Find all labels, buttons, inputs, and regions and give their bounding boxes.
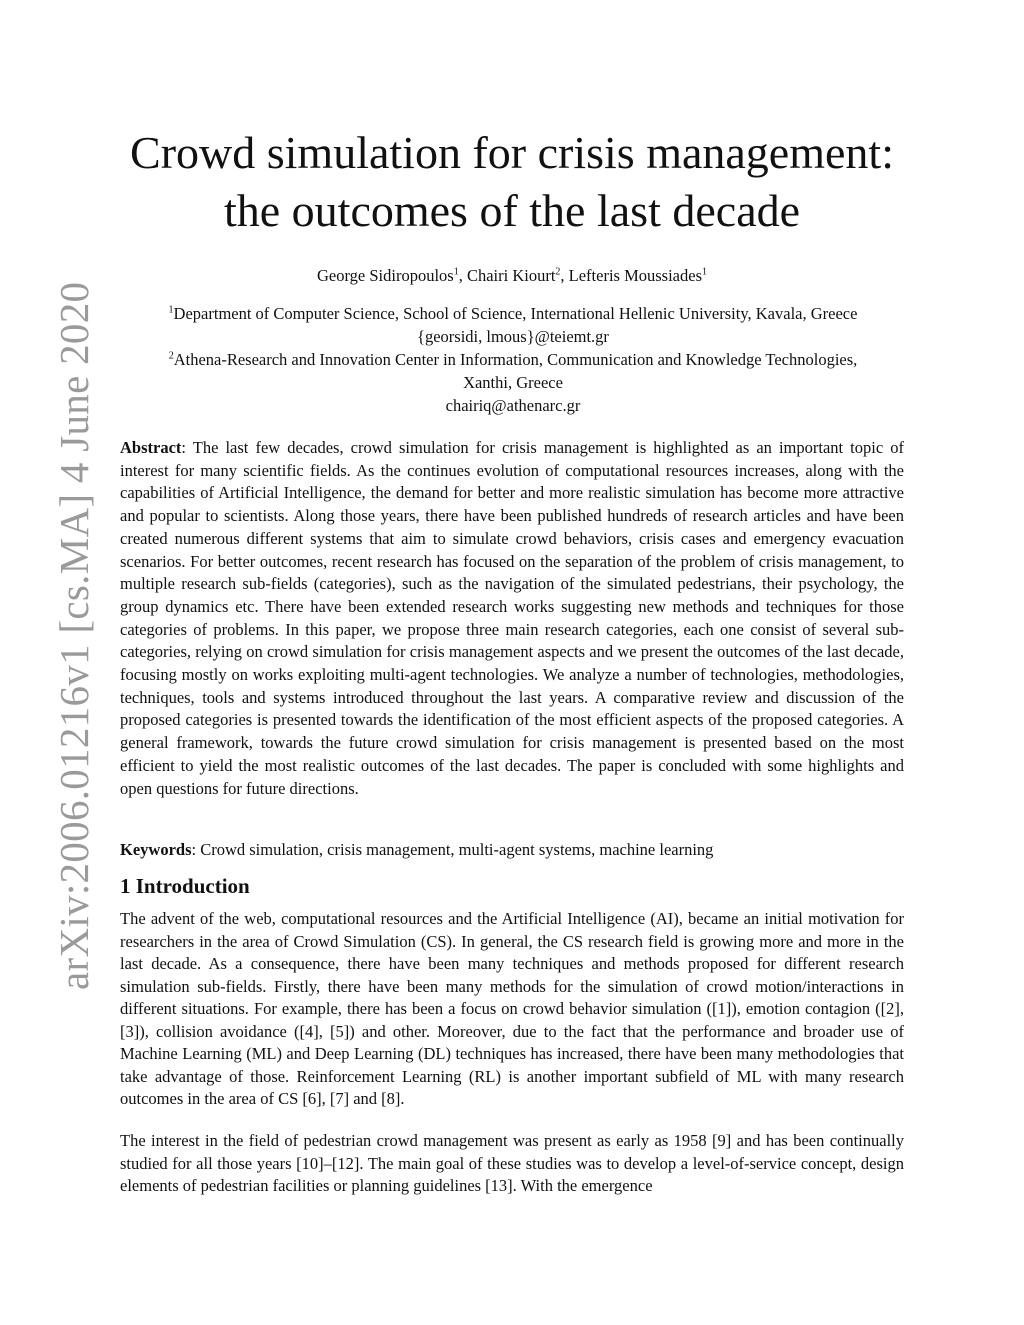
email-2: chairiq@athenarc.gr: [445, 396, 581, 415]
author-list: [0, 266, 1024, 286]
section-heading-introduction: 1 Introduction: [120, 874, 250, 898]
author-1: George Sidiropoulos: [316, 266, 454, 285]
keywords-label: Keywords: [120, 840, 192, 859]
author-2: Chairi Kiourt: [466, 266, 556, 285]
keywords: [120, 839, 904, 861]
author-1-affil: 1: [453, 266, 459, 278]
abstract-label: Abstract: [120, 438, 182, 457]
author-separator: ,: [560, 266, 569, 285]
title-line-2: the outcomes of the last decade: [223, 185, 801, 236]
intro-paragraph-2: The interest in the field of pedestrian crowd management was present as early as 1958 [9] and has been continually studied for all those years [10]–[12]. The main goal of these studies was to develop a level-of-service concept, design elements of pedestrian facilities or planning guidelines [13]. With the emergence: [120, 1131, 904, 1195]
affiliations: [118, 302, 908, 417]
intro-paragraph-1: The advent of the web, computational resources and the Artificial Intelligence (AI), became an initial motivation for researchers in the area of Crowd Simulation (CS). In general, the CS research field is growing more and more in the last decade. As a consequence, there have been many techniques and methods proposed for different research simulation sub-fields. Firstly, there have been many methods for the simulation of crowd motion/interactions in different situations. For example, there has been a focus on crowd behavior simulation ([1]), emotion contagion ([2], [3]), collision avoidance ([4], [5]) and other. Moreover, due to the fact that the performance and broader use of Machine Learning (ML) and Deep Learning (DL) techniques has increased, there have been many methodologies that take advantage of those. Reinforcement Learning (RL) is another important subfield of ML with many research outcomes in the area of CS [6], [7] and [8].: [120, 909, 904, 1108]
author-separator: ,: [458, 266, 467, 285]
author-3-affil: 1: [702, 266, 708, 278]
abstract: [120, 437, 904, 800]
affiliation-1: $^1$Department of Computer Science, School of Science, International Hellenic University, Kavala, Greece: [168, 304, 858, 323]
email-1: {georsidi, lmous}@teiemt.gr: [417, 327, 609, 346]
affiliation-2-location: Xanthi, Greece: [463, 373, 563, 392]
affiliation-2: $^2$Athena-Research and Innovation Center in Information, Communication and Knowledge Technologies,: [168, 350, 858, 369]
keywords-text: : Crowd simulation, crisis management, multi-agent systems, machine learning: [191, 840, 714, 859]
arxiv-identifier: arXiv:2006.01216v1 [cs.MA] 4 June 2020: [51, 281, 97, 990]
author-2-affil: 2: [555, 266, 561, 278]
paper-title: [0, 124, 1024, 240]
author-3: Lefteris Moussiades: [568, 266, 703, 285]
abstract-text: : The last few decades, crowd simulation for crisis management is highlighted as an important topic of interest for many scientific fields. As the continues evolution of computational resources increases, along with the capabilities of Artificial Intelligence, the demand for better and more realistic simulation has become more attractive and popular to scientists. Along those years, there have been published hundreds of research articles and have been created numerous different systems that aim to simulate crowd behaviors, crisis cases and emergency evacuation scenarios. For better outcomes, recent research has focused on the separation of the problem of crisis management, to multiple research sub-fields (categories), such as the navigation of the simulated pedestrians, their psychology, the group dynamics etc. There have been extended research works suggesting new methods and techniques for those categories of problems. In this paper, we propose three main research categories, each one consist of several sub-categories, relying on crowd simulation for crisis management aspects and we present the outcomes of the last decade, focusing mostly on works exploiting multi-agent technologies. We analyze a number of technologies, methodologies, techniques, tools and systems introduced throughout the last years. A comparative review and discussion of the proposed categories is presented towards the identification of the most efficient aspects of the proposed categories. A general framework, towards the future crowd simulation for crisis management is presented based on the most efficient to yield the most realistic outcomes of the last decades. The paper is concluded with some highlights and open questions for future directions.: [120, 438, 904, 798]
title-line-1: Crowd simulation for crisis management:: [130, 127, 894, 178]
